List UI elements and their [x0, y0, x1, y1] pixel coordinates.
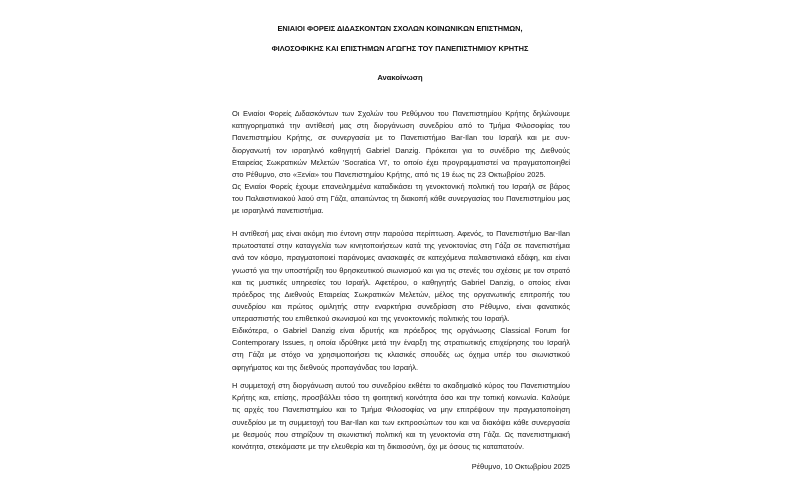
paragraph-danzig: Ειδικότερα, ο Gabriel Danzig είναι ιδρυτής και πρόεδρος της οργάνωσης Classical Forum for Contemporary Issues, η οποία ιδρύθηκε μετά την έναρξη της στρατιωτικής επιχείρησης του Ισραήλ στη Γάζα με στόχο να χρησιμοποιήσει τις κλασικές σπουδές ως όχημα υπέρ του σιωνιστικού αφηγήματος και της διεθνούς προπαγάνδας του Ισραήλ.: [232, 326, 570, 372]
paragraph-condemnation: Ως Ενιαίοι Φορείς έχουμε επανειλημμένα καταδικάσει τη γενοκτονική πολιτική του Ισραήλ σε βάρος του Παλαιστινιακού λαού στη Γάζα, απαιτώντας τη διακοπή κάθε συνεργασίας του Πανεπιστημίου μας με ισραηλινά πανεπιστήμια.: [232, 182, 570, 216]
paragraph-call: Η συμμετοχή στη διοργάνωση αυτού του συνεδρίου εκθέτει το ακαδημαϊκό κύρος του Πανεπιστημίου Κρήτης και, επίσης, προσβάλλει τόσο τη φοιτητική κοινότητα όσο και την τοπική κοινωνία. Καλούμε τις αρχές του Πανεπιστημίου και το Τμήμα Φιλοσοφίας να μην επιτρέψουν την πραγματοποίηση συνεδρίου με τη συμμετοχή του Bar-Ilan και των εκπροσώπων του και να διακόψει κάθε συνεργασία με θεσμούς που στηρίζουν τη σιωνιστική πολιτική και τη γενοκτονία στη Γάζα. Ως πανεπιστημιακή κοινότητα, στεκόμαστε με την ελευθερία και τη δικαιοσύνη, όχι με όσους τις καταπατούν.: [232, 381, 570, 452]
document-title: Ανακοίνωση: [377, 73, 423, 82]
signature-date: Ρέθυμνο, 10 Οκτωβρίου 2025: [471, 462, 570, 471]
paragraph-intro: Οι Ενιαίοι Φορείς Διδασκόντων των Σχολών του Ρεθύμνου του Πανεπιστημίου Κρήτης δηλώνουμε κατηγορηματικά την αντίθεσή μας στη διοργάνωση συνεδρίου από το Τμήμα Φιλοσοφίας του Πανεπιστημίου Κρήτης, σε συνεργασία με το Πανεπιστήμιο Bar-Ilan του Ισραήλ και με συν-διοργανωτή τον ισραηλινό καθηγητή Gabriel Danzig. Πρόκειται για το συνέδριο της Διεθνούς Εταιρείας Σωκρατικών Μελετών 'Socratica VI', το οποίο έχει προγραμματιστεί να πραγματοποιηθεί στο Ρέθυμνο, στο «Ξενία» του Πανεπιστημίου Κρήτης, από τις 19 έως τις 23 Οκτωβρίου 2025.: [232, 109, 570, 180]
header-line-2: ΦΙΛΟΣΟΦΙΚΗΣ ΚΑΙ ΕΠΙΣΤΗΜΩΝ ΑΓΩΓΗΣ ΤΟΥ ΠΑΝΕΠΙΣΤΗΜΙΟΥ ΚΡΗΤΗΣ: [271, 44, 529, 53]
header-line-1: ΕΝΙΑΙΟΙ ΦΟΡΕΙΣ ΔΙΔΑΣΚΟΝΤΩΝ ΣΧΟΛΩΝ ΚΟΙΝΩΝΙΚΩΝ ΕΠΙΣΤΗΜΩΝ,: [277, 24, 523, 33]
paragraph-opposition: Η αντίθεσή μας είναι ακόμη πιο έντονη στην παρούσα περίπτωση. Αφενός, το Πανεπιστήμιο Bar-Ilan πρωτοστατεί στην καταγγελία των κινητοποιήσεων κατά της γενοκτονίας στη Γάζα σε πανεπιστήμια ανά τον κόσμο, πραγματοποιεί παράνομες ανασκαφές σε κατεχόμενα παλαιστινιακά εδάφη, και είναι γνωστό για την υποστήριξη του θρησκευτικού σιωνισμού και για τις στενές του σχέσεις με τον στρατό και τις μυστικές υπηρεσίες του Ισραήλ. Αφετέρου, ο καθηγητής Gabriel Danzig, ο οποίος είναι πρόεδρος της Διεθνούς Εταιρείας Σωκρατικών Μελετών, μέλος της οργανωτικής επιτροπής του συνεδρίου και πρώτος ομιλητής στην εναρκτήρια συνεδρίαση στο Ρέθυμνο, είναι φανατικός υπερασπιστής του επιθετικού σιωνισμού και της γενοκτονικής πολιτικής του Ισραήλ.: [232, 229, 570, 324]
